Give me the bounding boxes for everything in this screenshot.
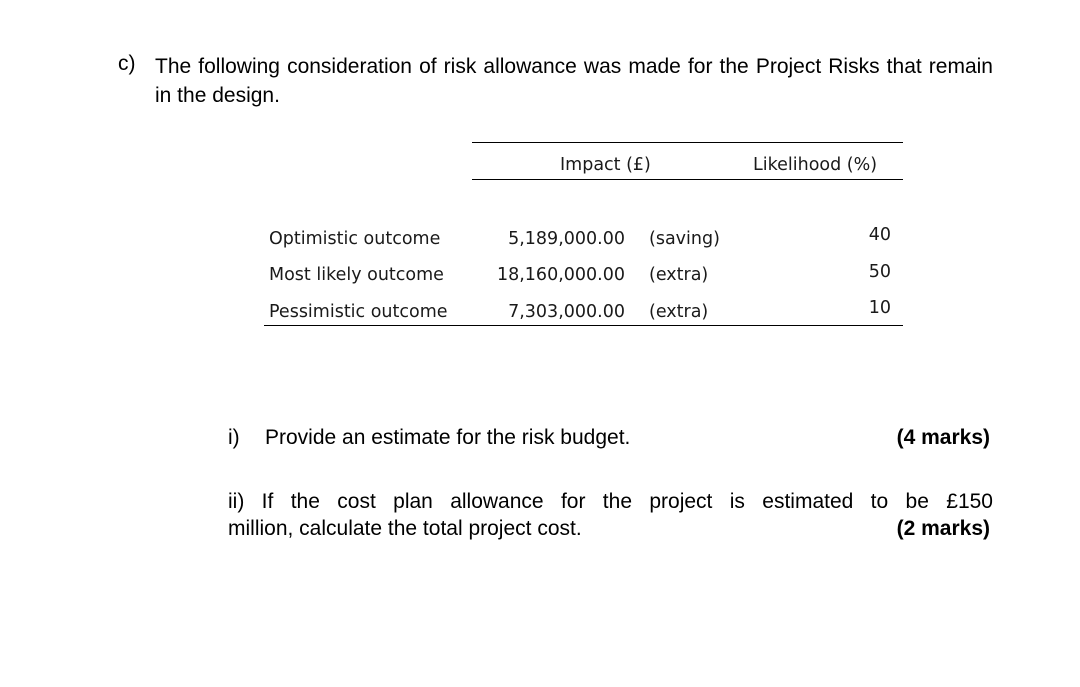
impact-value: 7,303,000.00	[508, 302, 625, 322]
table-header-rule	[472, 179, 903, 180]
outcome-label: Optimistic outcome	[269, 229, 441, 249]
likelihood-value: 50	[868, 262, 891, 282]
impact-note: (saving)	[649, 229, 720, 249]
question-label: c)	[118, 52, 136, 75]
subquestion-ii-line2: million, calculate the total project cost.	[228, 517, 582, 540]
impact-value: 18,160,000.00	[496, 265, 625, 285]
likelihood-value: 40	[868, 225, 891, 245]
subquestion-ii-line1: ii) If the cost plan allowance for the project is estimated to be £150	[228, 490, 993, 513]
subquestion-i-marks: (4 marks)	[896, 426, 990, 449]
impact-value: 5,189,000.00	[508, 229, 625, 249]
header-impact: Impact (£)	[560, 155, 651, 175]
outcome-label: Pessimistic outcome	[269, 302, 448, 322]
outcome-label: Most likely outcome	[269, 265, 444, 285]
question-text: The following consideration of risk allowance was made for the Project Risks that remain in the design.	[155, 55, 993, 107]
impact-note: (extra)	[649, 265, 709, 285]
table-bottom-rule	[264, 325, 903, 326]
subquestion-i-label: i)	[228, 426, 240, 449]
subquestion-i-text: Provide an estimate for the risk budget.	[265, 426, 631, 449]
likelihood-value: 10	[868, 298, 891, 318]
table-top-rule	[472, 142, 903, 143]
impact-note: (extra)	[649, 302, 709, 322]
subquestion-ii-marks: (2 marks)	[896, 517, 990, 540]
header-likelihood: Likelihood (%)	[753, 155, 878, 175]
